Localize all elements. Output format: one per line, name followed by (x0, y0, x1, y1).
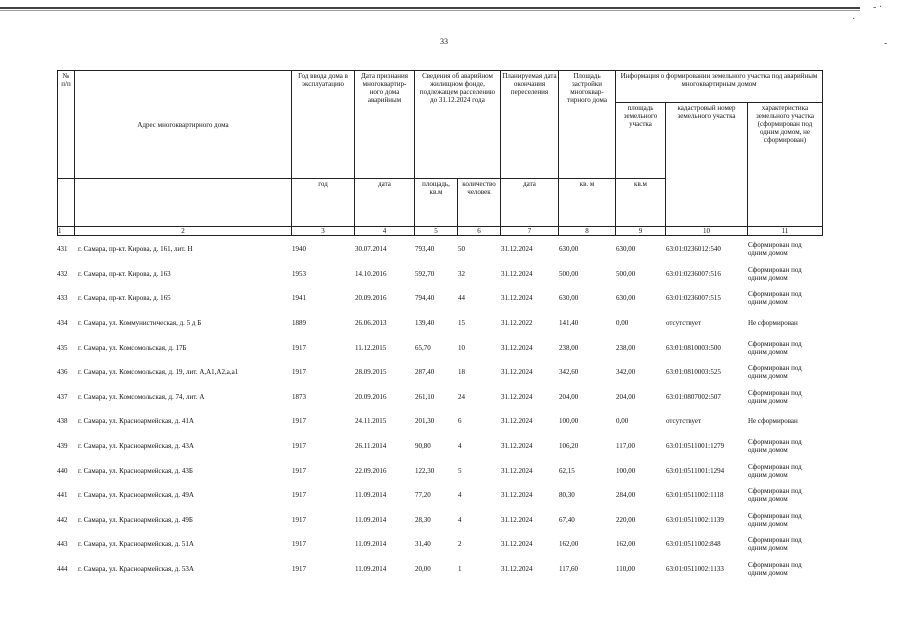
row-end-date: 31.12.2024 (501, 565, 533, 574)
unit-year: год (292, 179, 355, 227)
row-people: 2 (458, 540, 462, 549)
table-row (57, 434, 822, 459)
row-cadastral: отсутствует (666, 319, 702, 328)
row-year: 1953 (292, 269, 306, 278)
row-area: 31,40 (415, 540, 431, 549)
row-year: 1917 (292, 466, 306, 475)
row-characteristic: Сформирован под одним домом (748, 388, 802, 405)
row-recognition-date: 20.09.2016 (355, 392, 387, 401)
row-cadastral: 63:01:0236012:540 (666, 245, 721, 254)
row-number: 441 (57, 491, 68, 500)
row-cadastral: 63:01:0511001:1294 (666, 466, 725, 475)
row-number: 438 (57, 417, 68, 426)
table-row (57, 335, 822, 360)
row-land-area: 220,00 (616, 515, 636, 524)
row-area: 794,40 (415, 294, 435, 303)
row-area: 28,30 (415, 515, 431, 524)
row-end-date: 31.12.2024 (501, 269, 533, 278)
col-number: 4 (355, 227, 415, 236)
row-recognition-date: 11.09.2014 (355, 565, 387, 574)
table-row (57, 532, 822, 557)
row-people: 5 (458, 466, 462, 475)
table-row (57, 483, 822, 508)
row-building-area: 67,40 (559, 515, 575, 524)
row-number: 434 (57, 319, 68, 328)
table-row (57, 262, 822, 287)
row-area: 287,40 (415, 368, 435, 377)
row-number: 443 (57, 540, 68, 549)
row-people: 15 (458, 319, 465, 328)
table-header (57, 70, 823, 236)
row-building-area: 342,60 (559, 368, 579, 377)
col-number: 8 (559, 227, 616, 236)
row-end-date: 31.12.2024 (501, 515, 533, 524)
row-number: 440 (57, 466, 68, 475)
row-building-area: 162,00 (559, 540, 579, 549)
row-characteristic: Сформирован под одним домом (748, 265, 802, 282)
row-recognition-date: 11.09.2014 (355, 515, 387, 524)
column-numbers-row (58, 227, 823, 236)
col-number: 11 (748, 227, 823, 236)
row-number: 432 (57, 269, 68, 278)
row-end-date: 31.12.2024 (501, 466, 533, 475)
row-building-area: 100,00 (559, 417, 579, 426)
row-building-area: 141,40 (559, 319, 579, 328)
row-year: 1917 (292, 565, 306, 574)
unit-people: количество человек (458, 179, 501, 227)
row-number: 436 (57, 368, 68, 377)
unit-area: площадь, кв.м (415, 179, 458, 227)
table-row (57, 557, 822, 582)
unit-end-date: дата (501, 179, 559, 227)
header-building-area: Площадь застройки многоквар-тирного дома (559, 71, 616, 179)
row-address: г. Самара, пр-кт. Кирова, д. 163 (78, 269, 171, 278)
row-area: 20,00 (415, 565, 431, 574)
row-building-area: 500,00 (559, 269, 579, 278)
row-end-date: 31.12.2022 (501, 319, 533, 328)
row-land-area: 100,00 (616, 466, 636, 475)
row-end-date: 31.12.2024 (501, 245, 533, 254)
col-number: 2 (75, 227, 292, 236)
row-building-area: 62,15 (559, 466, 575, 475)
row-end-date: 31.12.2024 (501, 343, 533, 352)
row-building-area: 630,00 (559, 245, 579, 254)
unit-number (58, 179, 75, 227)
row-area: 65,70 (415, 343, 431, 352)
table-row (57, 237, 822, 262)
row-characteristic: Сформирован под одним домом (748, 364, 802, 381)
row-land-area: 630,00 (616, 294, 636, 303)
row-recognition-date: 20.09.2016 (355, 294, 387, 303)
table-row (57, 385, 822, 410)
unit-address (75, 179, 292, 227)
row-cadastral: 63:01:0236007:515 (666, 294, 721, 303)
row-year: 1917 (292, 515, 306, 524)
row-land-area: 117,00 (616, 442, 635, 451)
row-land-area: 342,00 (616, 368, 636, 377)
col-number: 9 (616, 227, 666, 236)
row-address: г. Самара, ул. Красноармейская, д. 53А (78, 565, 194, 574)
row-land-area: 630,00 (616, 245, 636, 254)
table-body (57, 237, 822, 581)
row-recognition-date: 11.12.2015 (355, 343, 387, 352)
row-cadastral: 63:01:0511001:1279 (666, 442, 725, 451)
row-year: 1941 (292, 294, 306, 303)
row-year: 1917 (292, 540, 306, 549)
row-number: 435 (57, 343, 68, 352)
row-building-area: 106,20 (559, 442, 579, 451)
row-recognition-date: 24.11.2015 (355, 417, 387, 426)
table-row (57, 508, 822, 533)
header-land-area: площадь земельного участка (616, 103, 666, 179)
row-address: г. Самара, ул. Комсомольская, д. 74, лит. А (78, 392, 205, 401)
row-end-date: 31.12.2024 (501, 540, 533, 549)
row-land-area: 0,00 (616, 319, 629, 328)
row-cadastral: 63:01:0810003:525 (666, 368, 721, 377)
row-year: 1917 (292, 417, 306, 426)
row-year: 1940 (292, 245, 306, 254)
row-building-area: 117,60 (559, 565, 578, 574)
row-end-date: 31.12.2024 (501, 368, 533, 377)
row-address: г. Самара, ул. Красноармейская, д. 49А (78, 491, 194, 500)
row-area: 261,10 (415, 392, 435, 401)
row-land-area: 110,00 (616, 565, 635, 574)
row-people: 32 (458, 269, 465, 278)
row-year: 1917 (292, 442, 306, 451)
header-recognition-date: Дата признания многоквартир-ного дома аварийным (355, 71, 415, 179)
row-people: 44 (458, 294, 465, 303)
col-number: 6 (458, 227, 501, 236)
row-characteristic: Сформирован под одним домом (748, 561, 802, 578)
header-number: № п/п (58, 71, 75, 179)
row-cadastral: 63:01:0236007:516 (666, 269, 721, 278)
row-year: 1917 (292, 368, 306, 377)
table-row (57, 286, 822, 311)
row-recognition-date: 14.10.2016 (355, 269, 387, 278)
row-characteristic: Сформирован под одним домом (748, 438, 802, 455)
row-address: г. Самара, пр-кт. Кирова, д. 165 (78, 294, 171, 303)
row-end-date: 31.12.2024 (501, 294, 533, 303)
row-cadastral: отсутствует (666, 417, 702, 426)
row-address: г. Самара, ул. Комсомольская, д. 19, лит. А,А1,А2,а,а1 (78, 368, 239, 377)
row-people: 24 (458, 392, 465, 401)
table-row (57, 458, 822, 483)
row-cadastral: 63:01:0807002:507 (666, 392, 721, 401)
row-area: 90,80 (415, 442, 431, 451)
row-people: 10 (458, 343, 465, 352)
row-number: 437 (57, 392, 68, 401)
row-address: г. Самара, ул. Красноармейская, д. 41А (78, 417, 194, 426)
row-characteristic: Сформирован под одним домом (748, 536, 802, 553)
row-end-date: 31.12.2024 (501, 392, 533, 401)
row-end-date: 31.12.2024 (501, 442, 533, 451)
row-year: 1917 (292, 491, 306, 500)
scan-mark: - (884, 38, 888, 49)
row-people: 50 (458, 245, 465, 254)
row-area: 122,30 (415, 466, 435, 475)
row-area: 77,20 (415, 491, 431, 500)
row-characteristic: Сформирован под одним домом (748, 290, 802, 307)
row-building-area: 204,00 (559, 392, 579, 401)
row-characteristic: Не сформирован (748, 319, 798, 328)
row-cadastral: 63:01:0511002:1139 (666, 515, 724, 524)
row-characteristic: Не сформирован (748, 417, 798, 426)
row-building-area: 80,30 (559, 491, 575, 500)
header-year: Год ввода дома в эксплуатацию (292, 71, 355, 179)
row-people: 1 (458, 565, 462, 574)
row-address: г. Самара, ул. Красноармейская, д. 51А (78, 540, 194, 549)
row-cadastral: 63:01:0511002:1133 (666, 565, 724, 574)
row-end-date: 31.12.2024 (501, 417, 533, 426)
top-rule (0, 7, 860, 9)
row-address: г. Самара, ул. Красноармейская, д. 49Б (78, 515, 193, 524)
row-people: 18 (458, 368, 465, 377)
row-address: г. Самара, ул. Красноармейская, д. 43Б (78, 466, 193, 475)
unit-date: дата (355, 179, 415, 227)
unit-sqm: кв. м (559, 179, 616, 227)
header-cadastral: кадастровый номер земельного участка (666, 103, 748, 227)
col-number: 5 (415, 227, 458, 236)
row-recognition-date: 11.09.2014 (355, 540, 387, 549)
row-area: 139,40 (415, 319, 435, 328)
row-area: 592,70 (415, 269, 435, 278)
scan-mark: · (852, 14, 856, 25)
table-row (57, 360, 822, 385)
row-land-area: 500,00 (616, 269, 636, 278)
header-housing-info: Сведения об аварийном жилищном фонде, подлежащем расселению до 31.12.2024 года (415, 71, 501, 179)
row-building-area: 238,00 (559, 343, 579, 352)
col-number: 10 (666, 227, 748, 236)
row-year: 1917 (292, 343, 306, 352)
row-year: 1889 (292, 319, 306, 328)
row-number: 442 (57, 515, 68, 524)
table-row (57, 409, 822, 434)
row-people: 6 (458, 417, 462, 426)
col-number: 1 (58, 227, 75, 236)
header-address: Адрес многоквартирного дома (75, 71, 292, 179)
row-characteristic: Сформирован под одним домом (748, 487, 802, 504)
row-recognition-date: 26.11.2014 (355, 442, 387, 451)
header-planned-date: Планируемая дата окончания переселения (501, 71, 559, 179)
row-characteristic: Сформирован под одним домом (748, 511, 802, 528)
row-people: 4 (458, 491, 462, 500)
row-number: 433 (57, 294, 68, 303)
unit-land-sqm: кв.м (616, 179, 666, 227)
table-row (57, 311, 822, 336)
row-recognition-date: 28.09.2015 (355, 368, 387, 377)
row-recognition-date: 22.09.2016 (355, 466, 387, 475)
row-land-area: 162,00 (616, 540, 636, 549)
col-number: 3 (292, 227, 355, 236)
row-recognition-date: 26.06.2013 (355, 319, 387, 328)
row-address: г. Самара, ул. Коммунистическая, д. 5 д Б (78, 319, 202, 328)
header-characteristic: характеристика земельного участка (сформирован под одним домом, не сформирован) (748, 103, 823, 227)
row-building-area: 630,00 (559, 294, 579, 303)
row-number: 431 (57, 245, 68, 254)
page-number: 33 (440, 37, 448, 46)
header-land-info: Информация о формировании земельного участка под аварийным многоквартирным домом (616, 71, 823, 103)
row-cadastral: 63:01:0810003:500 (666, 343, 721, 352)
scan-mark: - · (873, 2, 883, 13)
row-area: 201,30 (415, 417, 435, 426)
row-area: 793,40 (415, 245, 435, 254)
col-number: 7 (501, 227, 559, 236)
row-year: 1873 (292, 392, 306, 401)
row-characteristic: Сформирован под одним домом (748, 339, 802, 356)
row-land-area: 204,00 (616, 392, 636, 401)
row-cadastral: 63:01:0511002:848 (666, 540, 721, 549)
row-people: 4 (458, 442, 462, 451)
row-land-area: 284,00 (616, 491, 636, 500)
row-number: 439 (57, 442, 68, 451)
row-recognition-date: 11.09.2014 (355, 491, 387, 500)
row-land-area: 0,00 (616, 417, 629, 426)
row-characteristic: Сформирован под одним домом (748, 241, 802, 258)
row-address: г. Самара, ул. Красноармейская, д. 43А (78, 442, 194, 451)
top-rule-thin (0, 10, 860, 11)
row-land-area: 238,00 (616, 343, 636, 352)
row-end-date: 31.12.2024 (501, 491, 533, 500)
row-people: 4 (458, 515, 462, 524)
row-characteristic: Сформирован под одним домом (748, 462, 802, 479)
row-cadastral: 63:01:0511002:1118 (666, 491, 724, 500)
row-address: г. Самара, пр-кт. Кирова, д. 161, лит. Н (78, 245, 193, 254)
row-address: г. Самара, ул. Комсомольская, д. 17Б (78, 343, 187, 352)
row-recognition-date: 30.07.2014 (355, 245, 387, 254)
row-number: 444 (57, 565, 68, 574)
